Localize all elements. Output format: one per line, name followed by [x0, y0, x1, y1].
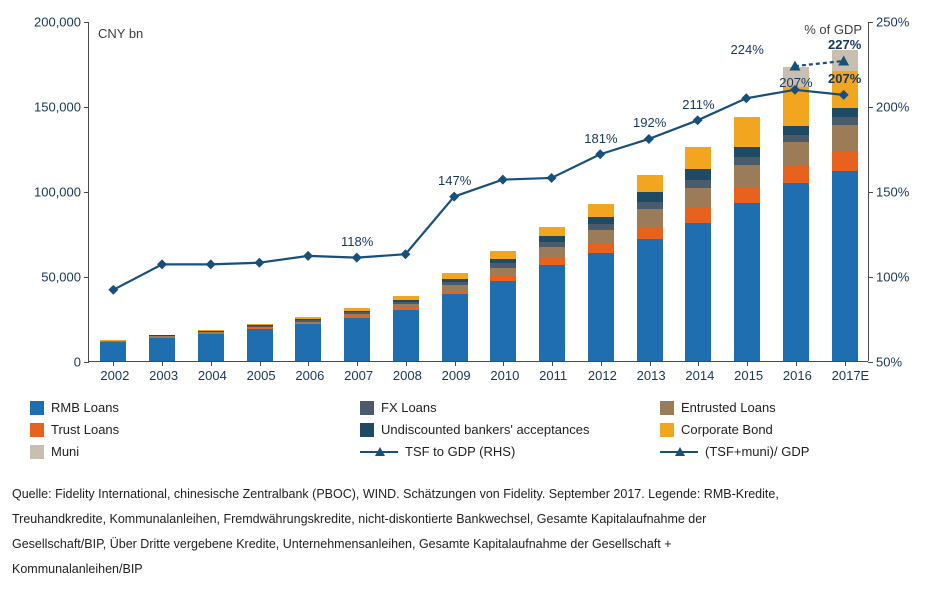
x-axis-tick-mark [552, 361, 553, 366]
line-marker [741, 93, 751, 103]
y2-axis-tick-label: 250% [876, 14, 910, 30]
legend-item[interactable] [30, 444, 79, 459]
y-axis-tick-mark [84, 22, 89, 23]
x-axis-tick-label: 2015 [734, 368, 764, 383]
x-axis-tick-mark [845, 361, 846, 366]
x-axis-tick-mark [650, 361, 651, 366]
legend-item-label: Undiscounted bankers' acceptances [381, 422, 590, 437]
x-axis-tick-label: 2017E [831, 368, 870, 383]
x-axis-tick-mark [260, 361, 261, 366]
legend-item[interactable] [360, 400, 437, 415]
legend-item-label: RMB Loans [51, 400, 119, 415]
y2-axis-tick-mark [868, 22, 873, 23]
legend-item-label: Trust Loans [51, 422, 120, 437]
y-axis-tick-mark [84, 107, 89, 108]
x-axis-tick-label: 2012 [587, 368, 617, 383]
line-marker [108, 285, 118, 295]
y-axis-tick-label: 150,000 [34, 99, 81, 115]
legend-item[interactable] [660, 400, 776, 415]
legend-item[interactable] [30, 400, 119, 415]
legend-item[interactable] [660, 422, 773, 437]
line-marker [498, 175, 508, 185]
data-label: 227% [828, 37, 862, 53]
data-label: 211% [682, 96, 715, 112]
y-axis-unit-label: CNY bn [98, 26, 144, 41]
y2-axis-tick-label: 50% [876, 354, 903, 370]
legend-item-label: FX Loans [381, 400, 437, 415]
y2-axis-unit-label: % of GDP [804, 22, 862, 37]
source-note-line-2: Treuhandkredite, Kommunalanleihen, Fremdwährungskredite, nicht-diskontierte Bankwechsel, Gesamte Kapitalaufnahme der [12, 512, 707, 526]
y2-axis-tick-label: 200% [876, 99, 910, 115]
line-marker [206, 259, 216, 269]
x-axis-tick-mark [357, 361, 358, 366]
legend-color-swatch [660, 401, 674, 415]
source-note-line-1: Quelle: Fidelity International, chinesische Zentralbank (PBOC), WIND. Schätzungen von Fidelity. September 2017. Legende: RMB-Kredite, [12, 487, 779, 501]
y2-axis-tick-mark [868, 362, 873, 363]
x-axis-tick-label: 2002 [100, 368, 130, 383]
line-marker [303, 251, 313, 261]
data-label: 224% [730, 42, 764, 58]
x-axis-tick-mark [211, 361, 212, 366]
data-label: 207% [779, 74, 813, 90]
line-series-group [89, 22, 868, 361]
legend-item-label: (TSF+muni)/ GDP [705, 444, 810, 459]
x-axis-tick-label: 2003 [149, 368, 179, 383]
y2-axis-tick-mark [868, 192, 873, 193]
data-label: 181% [584, 130, 618, 146]
y-axis-tick-label: 200,000 [34, 14, 81, 30]
legend-line-swatch [660, 445, 698, 459]
legend-color-swatch [30, 401, 44, 415]
legend-color-swatch [360, 401, 374, 415]
x-axis-tick-label: 2016 [782, 368, 812, 383]
source-note-line-4: Kommunalanleihen/BIP [12, 562, 143, 576]
legend-item[interactable] [30, 422, 119, 437]
x-axis-tick-label: 2007 [344, 368, 374, 383]
x-axis-tick-label: 2006 [295, 368, 325, 383]
y-axis-tick-mark [84, 362, 89, 363]
legend-color-swatch [30, 423, 44, 437]
line-marker [352, 253, 362, 263]
x-axis-tick-label: 2009 [441, 368, 471, 383]
legend-item-label: TSF to GDP (RHS) [405, 444, 516, 459]
source-note-line-3: Gesellschaft/BIP, Über Dritte vergebene Kredite, Unternehmensanleihen, Gesamte Kapitalaufnahme der Gesellschaft + [12, 537, 672, 551]
line-marker [254, 258, 264, 268]
y-axis-tick-label: 50,000 [41, 269, 81, 285]
y2-axis-tick-mark [868, 107, 873, 108]
x-axis-tick-mark [601, 361, 602, 366]
x-axis-tick-label: 2005 [246, 368, 276, 383]
x-axis-tick-mark [747, 361, 748, 366]
legend-color-swatch [360, 423, 374, 437]
plot-area [34, 14, 910, 383]
x-axis-tick-mark [503, 361, 504, 366]
line-marker [644, 134, 654, 144]
data-label: 118% [340, 234, 374, 250]
line-path [113, 90, 843, 290]
x-axis-tick-label: 2004 [197, 368, 227, 383]
x-axis-tick-label: 2013 [636, 368, 666, 383]
y2-axis-tick-mark [868, 277, 873, 278]
line-marker [595, 149, 605, 159]
x-axis-tick-label: 2010 [490, 368, 520, 383]
x-axis-tick-mark [113, 361, 114, 366]
y2-axis-tick-label: 100% [876, 269, 910, 285]
x-axis-tick-label: 2014 [685, 368, 715, 383]
x-axis-tick-mark [698, 361, 699, 366]
y2-axis-tick-label: 150% [876, 184, 910, 200]
legend-item-label: Entrusted Loans [681, 400, 776, 415]
x-axis-tick-mark [308, 361, 309, 366]
line-marker [157, 259, 167, 269]
x-axis-tick-label: 2011 [539, 368, 568, 383]
legend-item[interactable] [360, 444, 515, 459]
y-axis-tick-label: 100,000 [34, 184, 81, 200]
line-marker [693, 115, 703, 125]
line-path [795, 61, 844, 66]
y-axis-tick-mark [84, 277, 89, 278]
legend-item-label: Muni [51, 444, 80, 459]
legend-line-swatch [360, 445, 398, 459]
chart-legend [30, 400, 910, 466]
line-marker [547, 173, 557, 183]
y-axis-tick-mark [84, 192, 89, 193]
legend-item[interactable] [360, 422, 589, 437]
legend-item[interactable] [660, 444, 809, 459]
x-axis-tick-mark [455, 361, 456, 366]
legend-item-label: Corporate Bond [681, 422, 773, 437]
legend-color-swatch [660, 423, 674, 437]
x-axis-tick-label: 2008 [392, 368, 422, 383]
source-note [12, 482, 928, 582]
data-label: 207% [828, 71, 862, 87]
x-axis-tick-mark [406, 361, 407, 366]
line-marker [839, 90, 849, 100]
x-axis-tick-mark [162, 361, 163, 366]
legend-color-swatch [30, 445, 44, 459]
x-axis-tick-mark [796, 361, 797, 366]
y-axis-tick-label: 0 [73, 354, 81, 370]
data-label: 147% [438, 173, 472, 189]
data-label: 192% [633, 115, 667, 131]
